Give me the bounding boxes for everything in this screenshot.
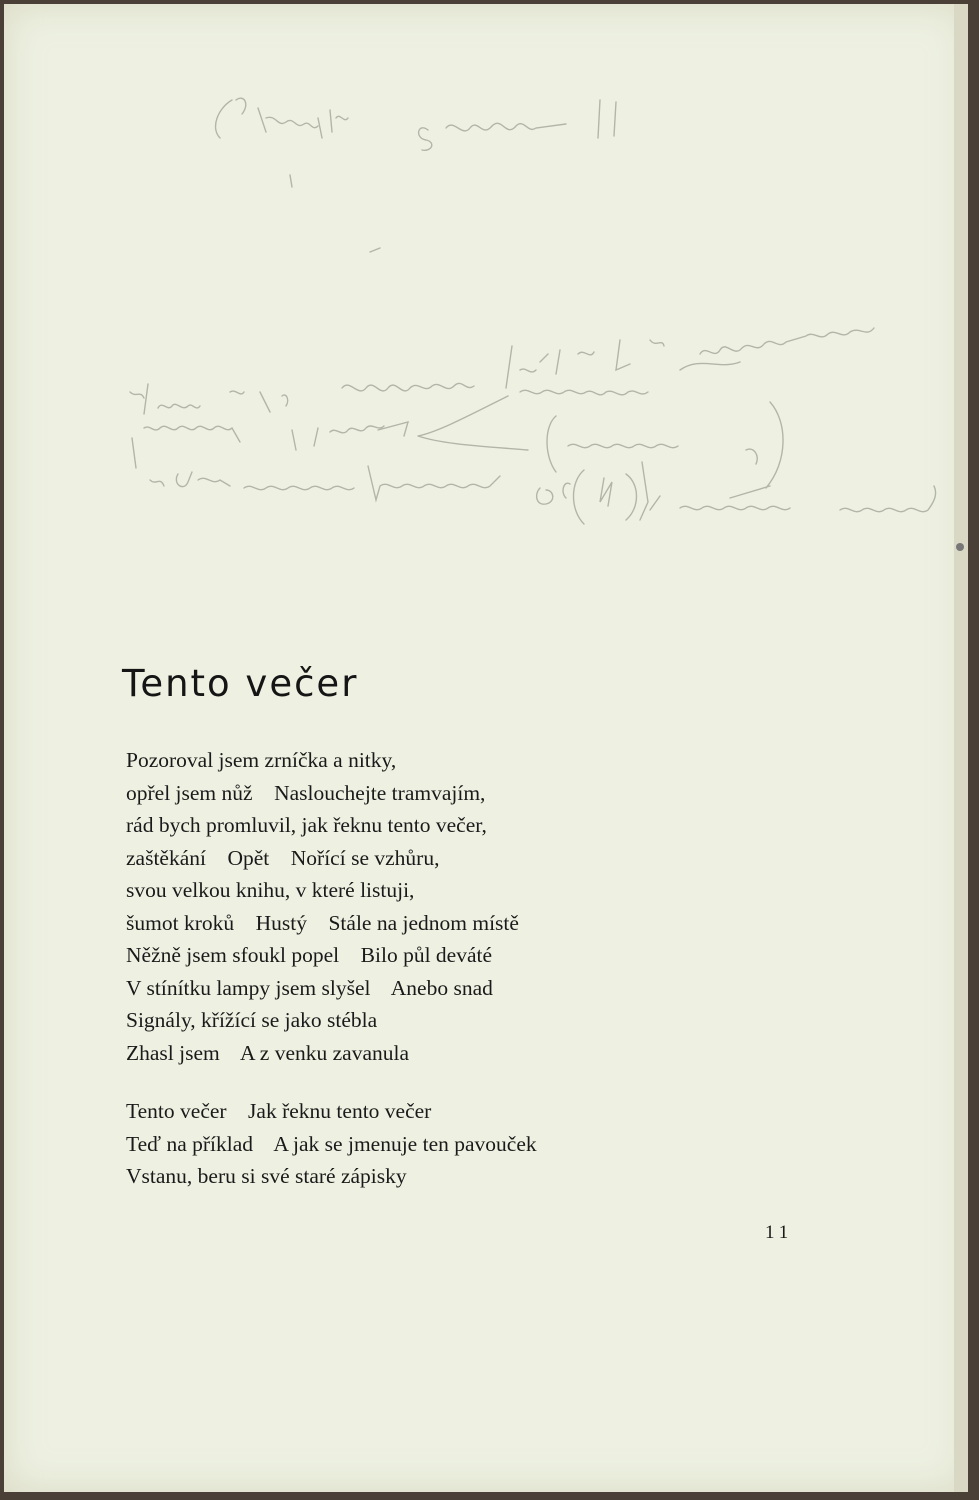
- poem-line: opřel jsem nůž Naslouchejte tramvajím,: [126, 780, 486, 805]
- poem-line: svou velkou knihu, v které listuji,: [126, 878, 415, 902]
- poem-line: V stínítku lampy jsem slyšel Anebo snad: [126, 975, 493, 1000]
- poem-line: šumot kroků Hustý Stále na jednom místě: [126, 910, 519, 935]
- poem-line: Pozoroval jsem zrníčka a nitky,: [126, 748, 397, 772]
- page-number: 11: [765, 1222, 794, 1243]
- poem-line: Něžně jsem sfoukl popel Bilo půl deváté: [126, 943, 493, 967]
- poem-line: rád bych promluvil, jak řeknu tento večer,: [126, 813, 487, 837]
- poem-line: Zhasl jsem A z venku zavanula: [126, 1040, 410, 1065]
- poem-line: Teď na příklad A jak se jmenuje ten pavouček: [126, 1131, 537, 1156]
- poem-line: zaštěkání Opět Nořící se vzhůru,: [126, 845, 440, 870]
- pencil-annotations: [0, 0, 979, 600]
- poem-title: Tento večer: [122, 662, 359, 705]
- poem-stanza-1: [126, 744, 519, 1069]
- poem-stanza-2: [126, 1095, 537, 1193]
- poem-line: Tento večer Jak řeknu tento večer: [126, 1099, 432, 1123]
- poem-line: Signály, křížící se jako stébla: [126, 1008, 378, 1032]
- page-hole: [956, 543, 964, 551]
- poem-line: Vstanu, beru si své staré zápisky: [126, 1164, 407, 1188]
